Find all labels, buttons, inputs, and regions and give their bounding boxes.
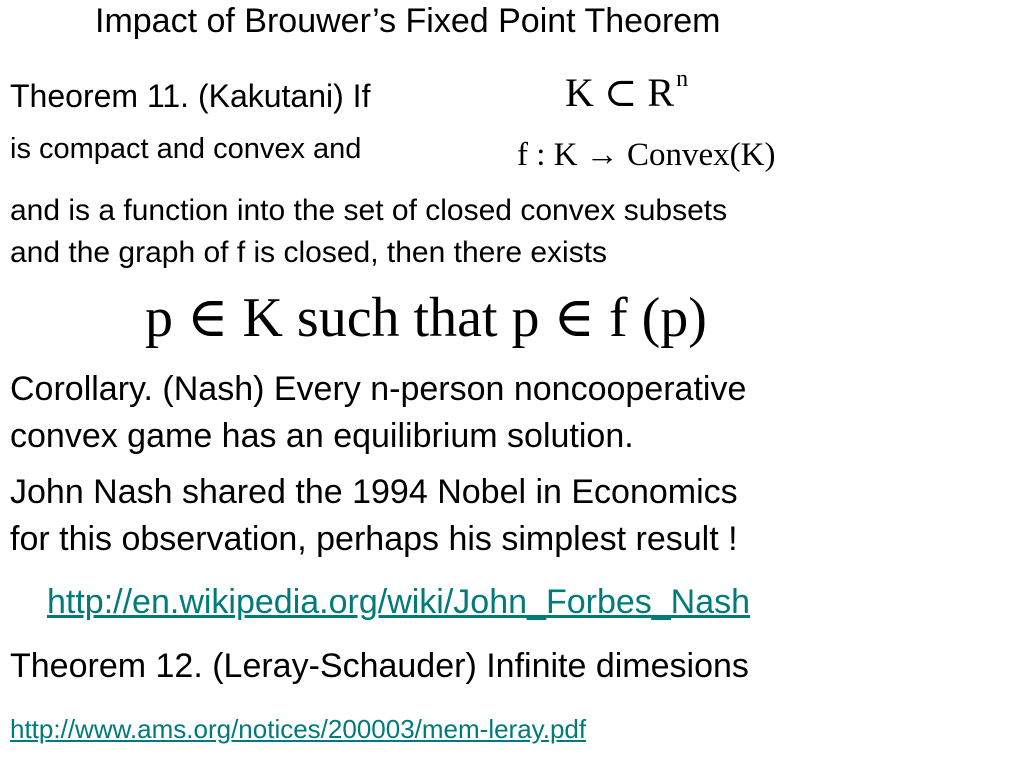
theorem-11-body-line-1: and is a function into the set of closed convex subsets [10,194,728,227]
nash-nobel-line-1: John Nash shared the 1994 Nobel in Economics [10,473,738,511]
subset-formula [565,66,689,115]
compact-convex-text: is compact and convex and [10,133,362,165]
subset-formula-exponent: n [676,66,689,92]
ams-leray-link[interactable]: http://www.ams.org/notices/200003/mem-leray.pdf [10,714,587,744]
subset-formula-main: K ⊂ R [565,70,675,115]
corollary-line-1: Corollary. (Nash) Every n-person noncooperative [10,370,747,408]
slide-title: Impact of Brouwer’s Fixed Point Theorem [95,2,721,40]
corollary-line-2: convex game has an equilibrium solution. [10,417,634,455]
fixed-point-formula: p ∈ K such that p ∈ f (p) [145,287,707,349]
theorem-11-lead: Theorem 11. (Kakutani) If [10,78,371,114]
nash-nobel-line-2: for this observation, perhaps his simplest result ! [10,520,738,558]
function-formula: f : K → Convex(K) [517,137,776,173]
theorem-11-body-line-2: and the graph of f is closed, then there exists [10,236,608,269]
wikipedia-nash-link[interactable]: http://en.wikipedia.org/wiki/John_Forbes_Nash [47,583,751,621]
theorem-12-text: Theorem 12. (Leray-Schauder) Infinite dimesions [10,647,749,685]
